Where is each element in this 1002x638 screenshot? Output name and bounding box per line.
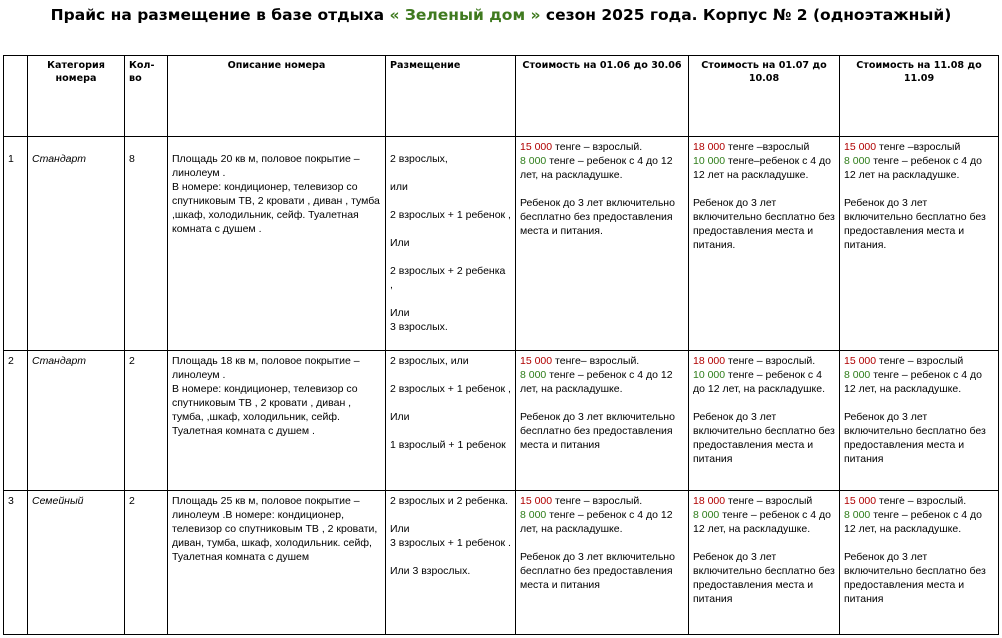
- room-count: 2: [125, 351, 168, 491]
- adult-price-text: тенге – взрослый.: [876, 495, 967, 508]
- adult-price: 15 000: [844, 495, 877, 508]
- title-suffix: сезон 2025 года. Корпус № 2 (одноэтажный): [540, 6, 952, 24]
- child-price: 8 000: [520, 509, 547, 522]
- header-period-3: Стоимость на 11.08 до 11.09: [840, 56, 999, 137]
- infant-note: Ребенок до 3 лет включительно бесплатно без предоставления места и питания: [520, 551, 675, 592]
- child-price: 8 000: [520, 369, 547, 381]
- table-row: [4, 137, 999, 351]
- price-period-2: [689, 351, 840, 491]
- price-table: [3, 55, 999, 635]
- header-count: Кол-во: [125, 56, 168, 137]
- child-price: 8 000: [844, 369, 871, 381]
- page-title: [0, 6, 1002, 24]
- adult-price: 18 000: [693, 141, 726, 154]
- adult-price: 15 000: [520, 355, 553, 367]
- price-period-2: [689, 137, 840, 351]
- infant-note: Ребенок до 3 лет включительно бесплатно без предоставления места и питания: [520, 411, 675, 451]
- infant-note: Ребенок до 3 лет включительно бесплатно без предоставления места и питания.: [520, 197, 675, 238]
- infant-note: Ребенок до 3 лет включительно бесплатно без предоставления места и питания: [844, 551, 986, 606]
- room-count: 8: [125, 137, 168, 351]
- child-price: 8 000: [844, 155, 871, 168]
- infant-note: Ребенок до 3 лет включительно бесплатно без предоставления места и питания: [693, 551, 835, 606]
- header-placement: Размещение: [386, 56, 516, 137]
- child-price: 8 000: [693, 509, 720, 522]
- table-row: [4, 491, 999, 635]
- header-period-1: Стоимость на 01.06 до 30.06: [516, 56, 689, 137]
- infant-note: Ребенок до 3 лет включительно бесплатно без предоставления места и питания.: [693, 197, 835, 252]
- row-index: 3: [4, 491, 28, 635]
- room-placement: 2 взрослых и 2 ребенка. Или 3 взрослых + 1 ребенок . Или 3 взрослых.: [386, 491, 516, 635]
- child-price-text: тенге – ребенок с 4 до 12 лет, на раскладушке.: [693, 509, 831, 536]
- price-period-1: [516, 351, 689, 491]
- child-price: 10 000: [693, 155, 726, 168]
- adult-price-text: тенге –взрослый: [876, 141, 961, 154]
- room-description: Площадь 20 кв м, половое покрытие – линолеум . В номере: кондиционер, телевизор со спутниковым ТВ, 2 кровати , диван , тумба ,шкаф, холодильник, сейф. Туалетная комната с душем .: [168, 137, 386, 351]
- child-price: 8 000: [844, 509, 871, 522]
- header-description: Описание номера: [168, 56, 386, 137]
- title-prefix: Прайс на размещение в базе отдыха: [50, 6, 390, 24]
- header-index: [4, 56, 28, 137]
- room-category: Стандарт: [28, 351, 125, 491]
- adult-price: 15 000: [520, 141, 553, 154]
- price-period-2: [689, 491, 840, 635]
- price-period-1: [516, 137, 689, 351]
- child-price-text: тенге – ребенок с 4 до 12 лет, на раскладушке.: [520, 369, 673, 395]
- adult-price-text: тенге –взрослый: [725, 141, 810, 154]
- table-row: [4, 351, 999, 491]
- table-header-row: [4, 56, 999, 137]
- room-count: 2: [125, 491, 168, 635]
- adult-price: 15 000: [844, 141, 877, 154]
- price-period-3: [840, 491, 999, 635]
- child-price-text: тенге – ребенок с 4 до 12 лет, на раскладушке.: [520, 155, 673, 182]
- adult-price: 15 000: [844, 355, 877, 367]
- adult-price: 18 000: [693, 495, 726, 508]
- price-period-3: [840, 137, 999, 351]
- adult-price-text: тенге – взрослый: [725, 495, 813, 508]
- row-index: 1: [4, 137, 28, 351]
- infant-note: Ребенок до 3 лет включительно бесплатно без предоставления места и питания: [693, 411, 835, 465]
- header-category: Категория номера: [28, 56, 125, 137]
- room-placement: 2 взрослых, или 2 взрослых + 1 ребенок , Или 1 взрослый + 1 ребенок: [386, 351, 516, 491]
- child-price: 10 000: [693, 369, 726, 381]
- child-price-text: тенге – ребенок с 4 до 12 лет на раскладушке.: [844, 155, 982, 182]
- adult-price: 18 000: [693, 355, 726, 367]
- price-period-1: [516, 491, 689, 635]
- room-category: Стандарт: [28, 137, 125, 351]
- child-price: 8 000: [520, 155, 547, 168]
- resort-name: « Зеленый дом »: [389, 6, 541, 24]
- room-description: Площадь 25 кв м, половое покрытие – линолеум .В номере: кондиционер, телевизор со спутниковым ТВ , 2 кровати, диван, тумба, шкаф, холодильник. сейф, Туалетная комната с душем: [168, 491, 386, 635]
- adult-price-text: тенге – взрослый.: [552, 141, 643, 154]
- adult-price-text: тенге – взрослый.: [552, 495, 643, 508]
- adult-price: 15 000: [520, 495, 553, 508]
- child-price-text: тенге – ребенок с 4 до 12 лет, на раскладушке.: [844, 509, 982, 536]
- room-placement: 2 взрослых, или 2 взрослых + 1 ребенок , Или 2 взрослых + 2 ребенка , Или 3 взрослых.: [386, 137, 516, 351]
- adult-price-text: тенге– взрослый.: [552, 355, 640, 367]
- room-category: Семейный: [28, 491, 125, 635]
- child-price-text: тенге – ребенок с 4 до 12 лет, на раскладушке.: [520, 509, 673, 536]
- infant-note: Ребенок до 3 лет включительно бесплатно без предоставления места и питания: [844, 411, 986, 465]
- child-price-text: тенге–ребенок с 4 до 12 лет на раскладушке.: [693, 155, 831, 182]
- price-period-3: [840, 351, 999, 491]
- child-price-text: тенге – ребенок с 4 до 12 лет, на раскладушке.: [693, 369, 826, 395]
- row-index: 2: [4, 351, 28, 491]
- child-price-text: тенге – ребенок с 4 до 12 лет, на раскладушке.: [844, 369, 982, 395]
- room-description: Площадь 18 кв м, половое покрытие – линолеум . В номере: кондиционер, телевизор со спутниковым ТВ , 2 кровати , диван , тумба, ,шкаф, холодильник, сейф. Туалетная комната с душем .: [168, 351, 386, 491]
- header-period-2: Стоимость на 01.07 до 10.08: [689, 56, 840, 137]
- adult-price-text: тенге – взрослый: [876, 355, 964, 367]
- infant-note: Ребенок до 3 лет включительно бесплатно без предоставления места и питания.: [844, 197, 986, 252]
- adult-price-text: тенге – взрослый.: [725, 355, 816, 367]
